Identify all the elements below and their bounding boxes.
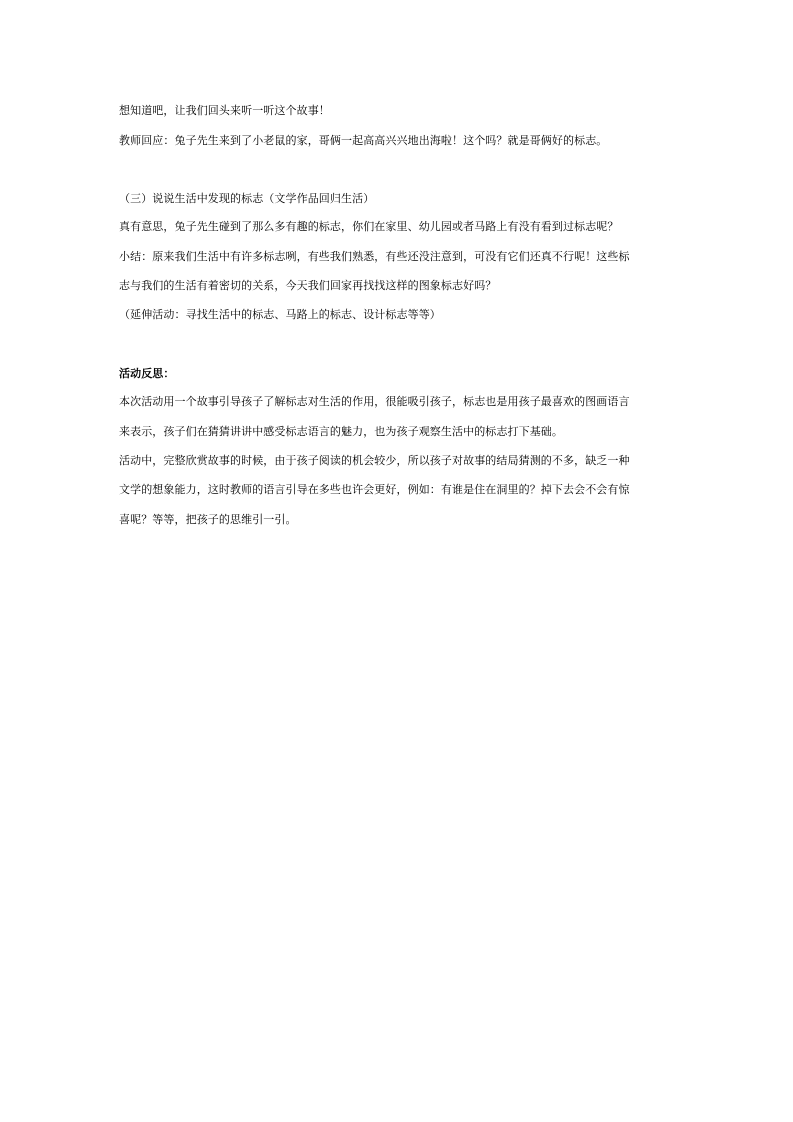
paragraph-line: （延伸活动：寻找生活中的标志、马路上的标志、设计标志等等） <box>119 308 441 321</box>
paragraph-line: 文学的想象能力，这时教师的语言引导在多些也许会更好，例如：有谁是住在洞里的？掉下去会不会有惊 <box>119 483 630 496</box>
reflection-heading: 活动反思： <box>119 367 175 380</box>
paragraph-line: 喜呢？等等，把孩子的思维引一引。 <box>119 513 297 526</box>
paragraph-line: 想知道吧，让我们回头来听一听这个故事！ <box>119 104 330 117</box>
paragraph-line: 志与我们的生活有着密切的关系，今天我们回家再找找这样的图象标志好吗？ <box>119 279 497 292</box>
paragraph-line: 来表示，孩子们在猜猜讲讲中感受标志语言的魅力，也为孩子观察生活中的标志打下基础。 <box>119 425 563 438</box>
paragraph-line: 真有意思，兔子先生碰到了那么多有趣的标志，你们在家里、幼儿园或者马路上有没有看到过标志呢？ <box>119 220 619 233</box>
paragraph-line: 活动中，完整欣赏故事的时候，由于孩子阅读的机会较少，所以孩子对故事的结局猜测的不多，缺乏一种 <box>119 454 630 467</box>
paragraph-line: 本次活动用一个故事引导孩子了解标志对生活的作用，很能吸引孩子，标志也是用孩子最喜欢的图画语言 <box>119 395 630 408</box>
paragraph-line: 小结：原来我们生活中有许多标志咧，有些我们熟悉，有些还没注意到，可没有它们还真不行呢！这些标 <box>119 250 630 263</box>
section-heading: （三）说说生活中发现的标志（文学作品回归生活） <box>119 192 375 205</box>
paragraph-line: 教师回应：兔子先生来到了小老鼠的家，哥俩一起高高兴兴地出海啦！这个吗？就是哥俩好的标志。 <box>119 134 608 147</box>
